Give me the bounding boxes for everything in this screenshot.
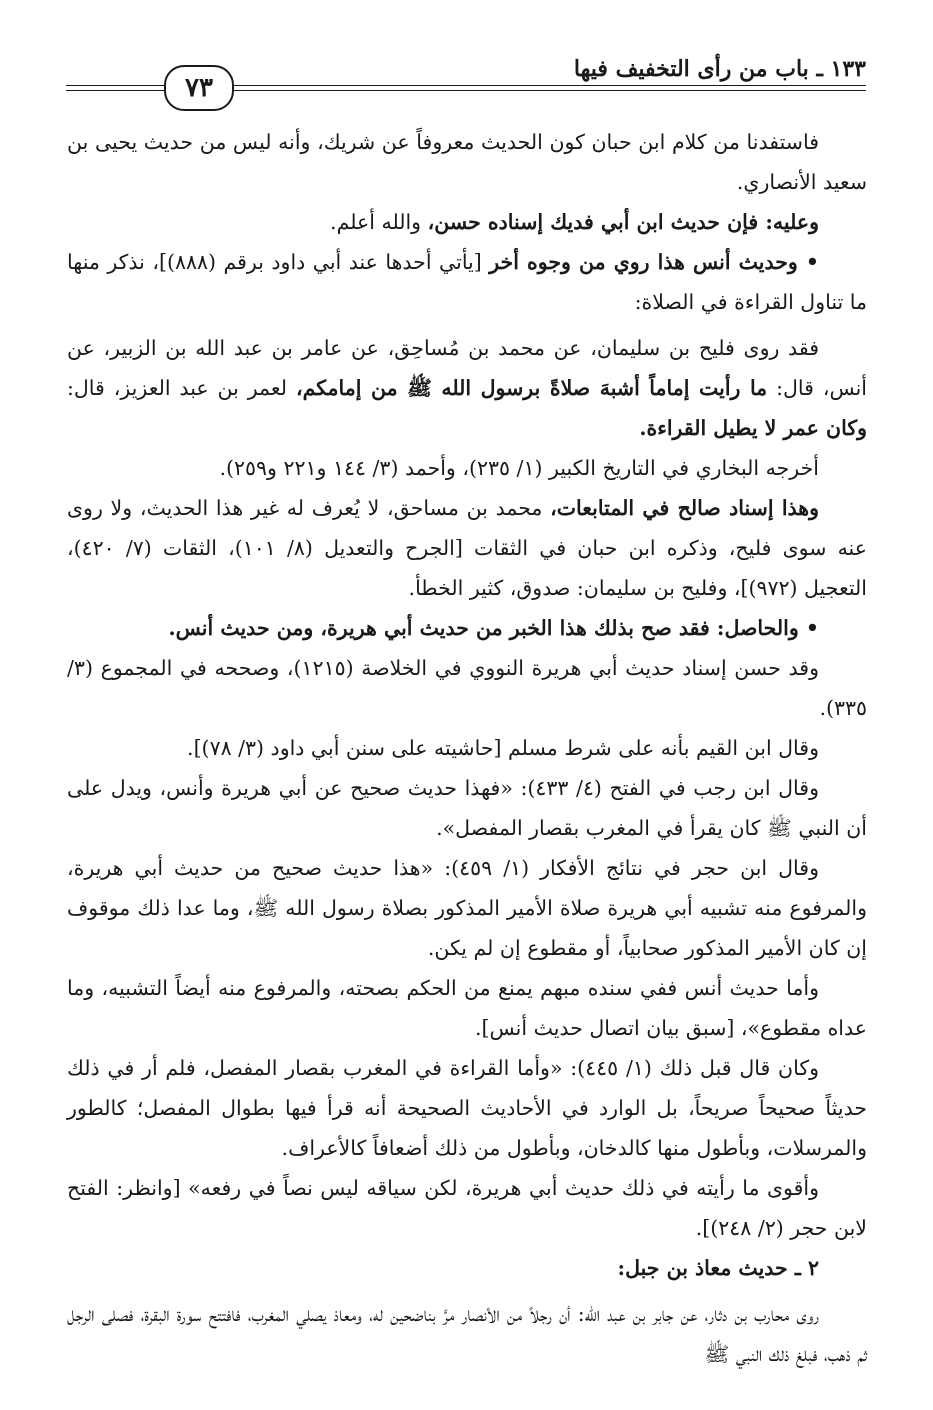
paragraph: وهذا إسناد صالح في المتابعات، محمد بن مساحق، لا يُعرف له غير هذا الحديث، ولا روى عنه سوى فليح، وذكره ابن حبان في الثقات [الجرح والتعديل (٨/ ١٠١)، الثقات (٧/ ٤٢٠)، التعجيل (٩٧٢)]، وفليح بن سليمان: صدوق، كثير الخطأ.: [67, 496, 867, 600]
header-rule: [66, 85, 166, 86]
paragraph: وقال ابن رجب في الفتح (٤/ ٤٣٣): «فهذا حديث صحيح عن أبي هريرة وأنس، ويدل على أن النبي ﷺ كان يقرأ في المغرب بقصار المفصل».: [67, 776, 867, 840]
paragraph: أخرجه البخاري في التاريخ الكبير (١/ ٢٣٥)، وأحمد (٣/ ١٤٤ و٢٢١ و٢٥٩).: [219, 456, 819, 480]
header-rule: [196, 85, 866, 86]
paragraph: • وحديث أنس هذا روي من وجوه أخر [يأتي أحدها عند أبي داود برقم (٨٨٨)]، نذكر منها ما تناول القراءة في الصلاة:: [67, 250, 867, 314]
paragraph: فاستفدنا من كلام ابن حبان كون الحديث معروفاً عن شريك، وأنه ليس من حديث يحيى بن سعيد الأنصاري.: [67, 130, 867, 194]
paragraph: وعليه: فإن حديث ابن أبي فديك إسناده حسن، والله أعلم.: [330, 210, 819, 234]
paragraph: فقد روى فليح بن سليمان، عن محمد بن مُساحِق، عن عامر بن عبد الله بن الزبير، عن أنس، قال: ما رأيت إماماً أشبهَ صلاةً برسول الله ﷺ من إمامكم، لعمر بن عبد العزيز، قال: وكان عمر لا يطيل القراءة.: [67, 336, 867, 440]
header-rule: [66, 90, 166, 91]
paragraph: وأما حديث أنس ففي سنده مبهم يمنع من الحكم بصحته، والمرفوع منه أيضاً التشبيه، وما عداه مقطوع»، [سبق بيان اتصال حديث أنس].: [67, 976, 867, 1040]
paragraph: وأقوى ما رأيته في ذلك حديث أبي هريرة، لكن سياقه ليس نصاً في رفعه» [وانظر: الفتح لابن حجر (٢/ ٢٤٨)].: [67, 1176, 867, 1240]
paragraph: وقال ابن حجر في نتائج الأفكار (١/ ٤٥٩): «هذا حديث صحيح من حديث أبي هريرة، والمرفوع منه تشبيه أبي هريرة صلاة الأمير المذكور بصلاة رسول الله ﷺ، وما عدا ذلك موقوف إن كان الأمير المذكور صحابياً، أو مقطوع إن لم يكن.: [67, 856, 867, 960]
running-header: [66, 50, 866, 110]
paragraph: وكان قال قبل ذلك (١/ ٤٤٥): «وأما القراءة في المغرب بقصار المفصل، فلم أر في ذلك حديثاً صحيحاً صريحاً، بل الوارد في الأحاديث الصحيحة أنه قرأ فيها بطوال المفصل؛ كالطور والمرسلات، وبأطول منها كالدخان، وبأطول من ذلك أضعافاً كالأعراف.: [67, 1056, 867, 1160]
paragraph: وقد حسن إسناد حديث أبي هريرة النووي في الخلاصة (١٢١٥)، وصححه في المجموع (٣/ ٣٣٥).: [67, 656, 867, 720]
page-number: ٧٣: [164, 65, 234, 111]
paragraph: • والحاصل: فقد صح بذلك هذا الخبر من حديث أبي هريرة، ومن حديث أنس.: [168, 616, 819, 640]
header-rule: [196, 90, 866, 91]
paragraph: وقال ابن القيم بأنه على شرط مسلم [حاشيته على سنن أبي داود (٣/ ٧٨)].: [187, 736, 819, 760]
chapter-title: ١٣٣ ـ باب من رأى التخفيف فيها: [573, 56, 866, 82]
section-heading: ٢ ـ حديث معاذ بن جبل:: [617, 1256, 819, 1280]
body-text: [67, 122, 867, 1374]
paragraph: روى محارب بن دثار، عن جابر بن عبد الله: أن رجلاً من الأنصار مرَّ بناضحين له، ومعاذ يصلي المغرب، فافتتح سورة البقرة، فصلى الرجل ثم ذهب، فبلغ ذلك النبي ﷺ: [67, 1302, 867, 1366]
